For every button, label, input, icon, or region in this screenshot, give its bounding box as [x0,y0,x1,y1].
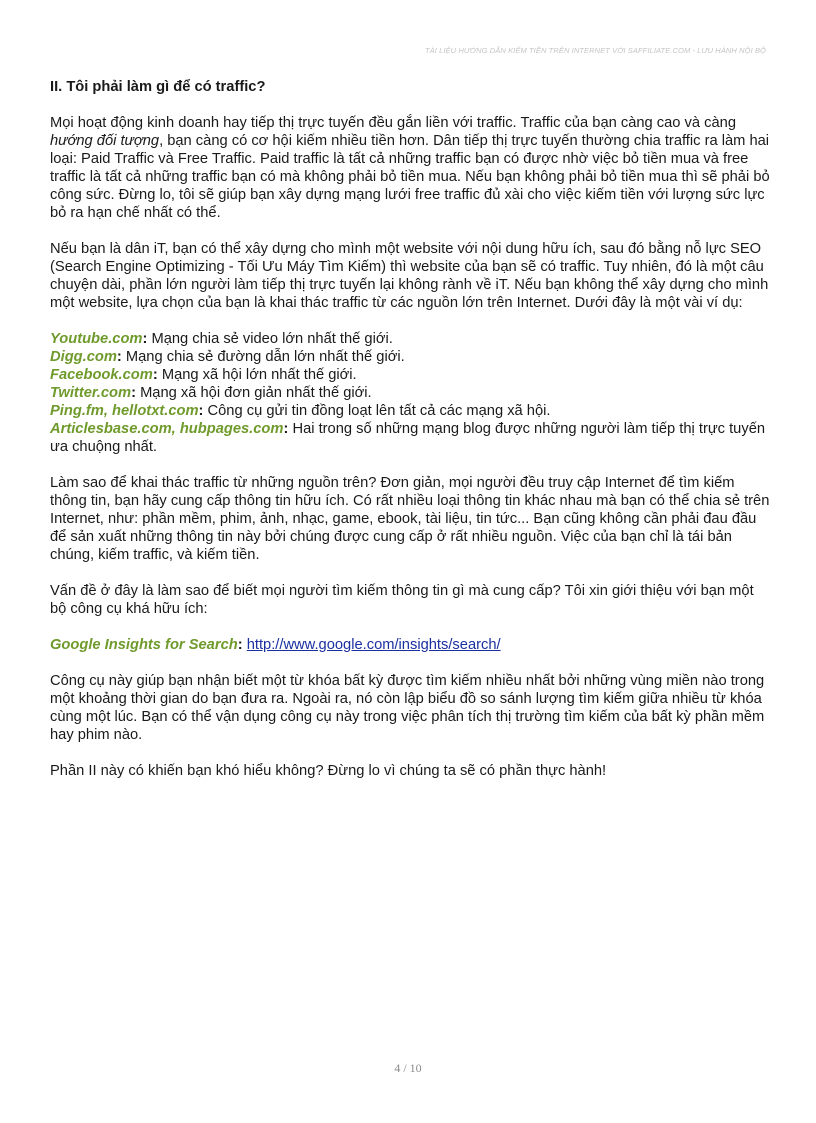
page-number: 4 / 10 [394,1061,422,1075]
tool-name: Google Insights for Search [50,637,238,653]
list-colon: : [198,403,204,419]
paragraph-traffic-intro [50,114,772,222]
section-heading: II. Tôi phải làm gì để có traffic? [50,79,266,95]
tool-url-link[interactable]: http://www.google.com/insights/search/ [246,637,501,653]
document-body [50,78,772,798]
list-description: Mạng chia sẻ video lớn nhất thế giới. [147,331,393,347]
list-item-digg [50,348,772,366]
site-name-youtube: Youtube.com [50,331,143,347]
emphasis-text: hướng đối tượng [50,133,160,149]
traffic-source-list [50,330,772,456]
list-item-facebook [50,366,772,384]
page-header: TÀI LIỆU HƯỚNG DẪN KIẾM TIỀN TRÊN INTERNET VỚI SAFFILIATE.COM - LƯU HÀNH NỘI BỘ [424,46,766,55]
list-description: Mạng xã hội đơn giản nhất thế giới. [135,385,372,401]
list-description: Mạng chia sẻ đường dẫn lớn nhất thế giới. [121,349,405,365]
paragraph-it-seo: Nếu bạn là dân iT, bạn có thể xây dựng cho mình một website với nội dung hữu ích, sau đó bằng nỗ lực SEO (Search Engine Optimizing - Tối Ưu Máy Tìm Kiếm) thì website của bạn sẽ có traffic. Tuy nhiên, đó là một câu chuyện dài, phần lớn người làm tiếp thị trực tuyến lại không rành về iT. Nếu bạn không thể xây dựng cho mình một website, lựa chọn của bạn là khai thác traffic từ các nguồn lớn trên Internet. Dưới đây là một vài ví dụ: [50,241,769,311]
list-description: Mạng xã hội lớn nhất thế giới. [157,367,357,383]
site-name-hellotxt: hellotxt.com [112,403,199,419]
list-colon: : [116,349,122,365]
list-comma: , [103,403,113,419]
list-colon: : [131,385,136,401]
paragraph-question: Vấn đề ở đây là làm sao để biết mọi người tìm kiếm thông tin gì mà cung cấp? Tôi xin giới thiệu với bạn một bộ công cụ khá hữu ích: [50,583,754,617]
list-description: Công cụ gửi tin đồng loạt lên tất cả các mạng xã hội. [203,403,551,419]
site-name-facebook: Facebook.com [50,367,153,383]
paragraph-tool-description: Công cụ này giúp bạn nhận biết một từ khóa bất kỳ được tìm kiếm nhiều nhất bởi những vùng miền nào trong một khoảng thời gian do bạn đưa ra. Ngoài ra, nó còn lập biểu đồ so sánh lượng tìm kiếm giữa nhiều từ khóa cùng một lúc. Bạn có thể vận dụng công cụ này trong việc phân tích thị trường tìm kiếm của bất kỳ phần mềm hay phim nào. [50,673,765,743]
list-colon: : [142,331,148,347]
tool-line [50,636,772,654]
site-name-digg: Digg.com [50,349,117,365]
site-name-twitter: Twitter.com [50,385,132,401]
list-comma: , [171,421,180,437]
site-name-articlesbase: Articlesbase.com [50,421,172,437]
list-colon: : [283,421,289,437]
list-item-ping [50,402,772,420]
tool-colon: : [237,637,243,653]
list-item-youtube [50,330,772,348]
list-description: Hai trong số những mạng blog được những người làm tiếp thị trực tuyến ưa chuộng nhất. [50,421,766,455]
site-name-pingfm: Ping.fm [50,403,104,419]
list-item-articles [50,420,772,456]
paragraph-exploit-traffic: Làm sao để khai thác traffic từ những nguồn trên? Đơn giản, mọi người đều truy cập Internet để tìm kiếm thông tin, bạn hãy cung cấp thông tin hữu ích. Có rất nhiều loại thông tin khác nhau mà bạn có thể chia sẻ trên Internet, như: phần mềm, phim, ảnh, nhạc, game, ebook, tài liệu, tin tức... Bạn cũng không cần phải đau đầu để sản xuất những thông tin này bởi chúng được cung cấp ở rất nhiều nguồn. Việc của bạn chỉ là tái bản chúng, kiếm traffic, và kiếm tiền. [50,475,770,563]
list-colon: : [152,367,158,383]
list-item-twitter [50,384,772,402]
paragraph-closing: Phần II này có khiến bạn khó hiểu không? Đừng lo vì chúng ta sẽ có phần thực hành! [50,763,607,779]
site-name-hubpages: hubpages.com [179,421,284,437]
paragraph-text: Mọi hoạt động kinh doanh hay tiếp thị trực tuyến đều gắn liền với traffic. Traffic của bạn càng cao và càng [50,115,736,131]
paragraph-text: , bạn càng có cơ hội kiếm nhiều tiền hơn. Dân tiếp thị trực tuyến thường chia traffic ra làm hai loại: Paid Traffic và Free Traffic. Paid traffic là tất cả những traffic bạn có được nhờ việc bỏ tiền mua và free traffic là tất cả những traffic bạn có mà không phải bỏ tiền mua. Nếu bạn không phải bỏ tiền mua thì sẽ phải bỏ công sức. Đừng lo, tôi sẽ giúp bạn xây dựng mạng lưới free traffic đủ xài cho việc kiếm tiền với lượng sức lực bỏ ra hạn chế nhất có thể. [50,133,770,221]
